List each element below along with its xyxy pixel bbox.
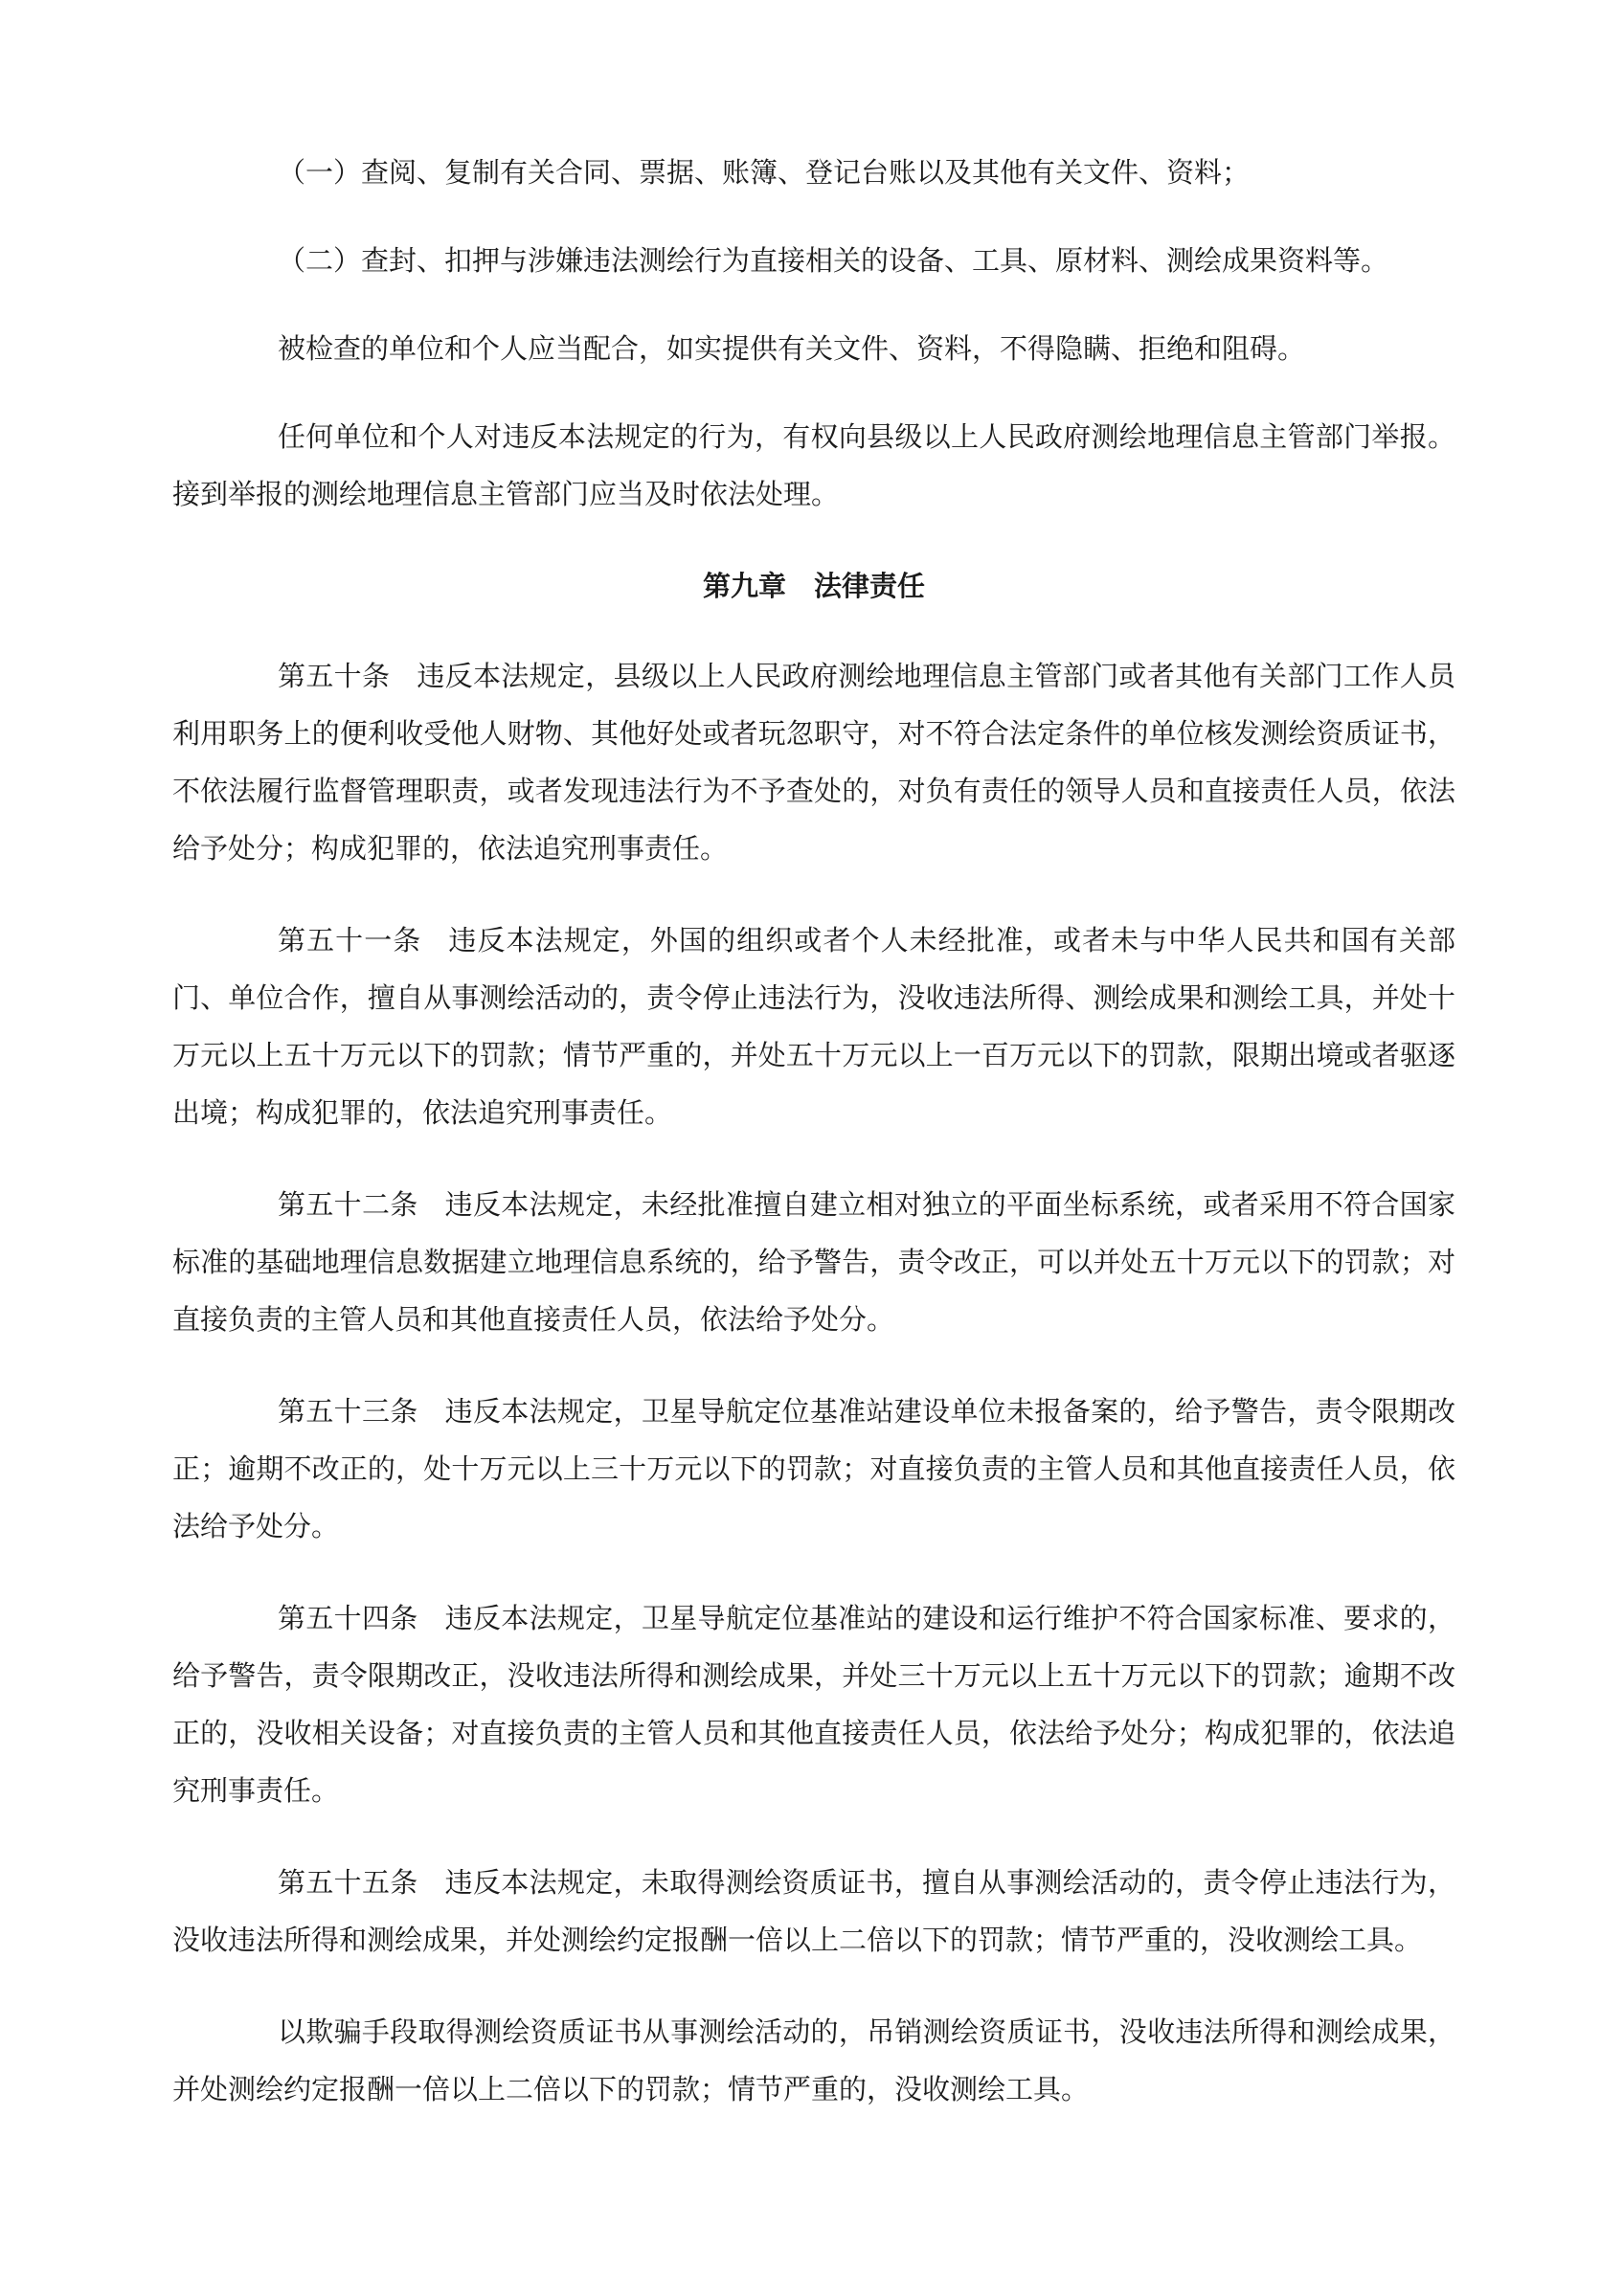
article-number: 第五十五条 bbox=[278, 1866, 418, 1899]
document-page bbox=[172, 144, 1455, 2152]
article-52 bbox=[172, 1176, 1455, 1348]
article-number: 第五十条 bbox=[278, 660, 391, 692]
article-text: 违反本法规定，未经批准擅自建立相对独立的平面坐标系统，或者采用不符合国家标准的基础地理信息数据建立地理信息系统的，给予警告，责令改正，可以并处五十万元以下的罚款；对直接负责的主管人员和其他直接责任人员，依法给予处分。 bbox=[172, 1188, 1455, 1336]
clause-one: （一）查阅、复制有关合同、票据、账簿、登记台账以及其他有关文件、资料； bbox=[278, 156, 1251, 189]
article-number: 第五十二条 bbox=[278, 1188, 418, 1221]
article-number: 第五十四条 bbox=[278, 1602, 418, 1634]
report-paragraph: 任何单位和个人对违反本法规定的行为，有权向县级以上人民政府测绘地理信息主管部门举报。接到举报的测绘地理信息主管部门应当及时依法处理。 bbox=[172, 420, 1455, 510]
article-53 bbox=[172, 1383, 1455, 1555]
chapter-title: 第九章 法律责任 bbox=[702, 570, 925, 602]
article-55 bbox=[172, 1854, 1455, 1969]
cooperation-paragraph: 被检查的单位和个人应当配合，如实提供有关文件、资料，不得隐瞒、拒绝和阻碍。 bbox=[278, 332, 1306, 365]
article-text: 违反本法规定，卫星导航定位基准站建设单位未报备案的，给予警告，责令限期改正；逾期不改正的，处十万元以上三十万元以下的罚款；对直接负责的主管人员和其他直接责任人员，依法给予处分。 bbox=[172, 1395, 1455, 1542]
fraud-paragraph: 以欺骗手段取得测绘资质证书从事测绘活动的，吊销测绘资质证书，没收违法所得和测绘成果，并处测绘约定报酬一倍以上二倍以下的罚款；情节严重的，没收测绘工具。 bbox=[172, 2015, 1455, 2105]
article-text: 违反本法规定，未取得测绘资质证书，擅自从事测绘活动的，责令停止违法行为，没收违法所得和测绘成果，并处测绘约定报酬一倍以上二倍以下的罚款；情节严重的，没收测绘工具。 bbox=[172, 1866, 1455, 1956]
article-text: 违反本法规定，县级以上人民政府测绘地理信息主管部门或者其他有关部门工作人员利用职务上的便利收受他人财物、其他好处或者玩忽职守，对不符合法定条件的单位核发测绘资质证书，不依法履行监督管理职责，或者发现违法行为不予查处的，对负有责任的领导人员和直接责任人员，依法给予处分；构成犯罪的，依法追究刑事责任。 bbox=[172, 660, 1455, 865]
article-number: 第五十三条 bbox=[278, 1395, 418, 1428]
clause-two: （二）查封、扣押与涉嫌违法测绘行为直接相关的设备、工具、原材料、测绘成果资料等。 bbox=[278, 244, 1389, 277]
article-text: 违反本法规定，卫星导航定位基准站的建设和运行维护不符合国家标准、要求的，给予警告，责令限期改正，没收违法所得和测绘成果，并处三十万元以上五十万元以下的罚款；逾期不改正的，没收相关设备；对直接负责的主管人员和其他直接责任人员，依法给予处分；构成犯罪的，依法追究刑事责任。 bbox=[172, 1602, 1455, 1807]
article-text: 违反本法规定，外国的组织或者个人未经批准，或者未与中华人民共和国有关部门、单位合作，擅自从事测绘活动的，责令停止违法行为，没收违法所得、测绘成果和测绘工具，并处十万元以上五十万元以下的罚款；情节严重的，并处五十万元以上一百万元以下的罚款，限期出境或者驱逐出境；构成犯罪的，依法追究刑事责任。 bbox=[172, 924, 1455, 1129]
article-number: 第五十一条 bbox=[278, 924, 422, 957]
article-51 bbox=[172, 912, 1455, 1141]
article-50 bbox=[172, 647, 1455, 877]
article-54 bbox=[172, 1589, 1455, 1819]
